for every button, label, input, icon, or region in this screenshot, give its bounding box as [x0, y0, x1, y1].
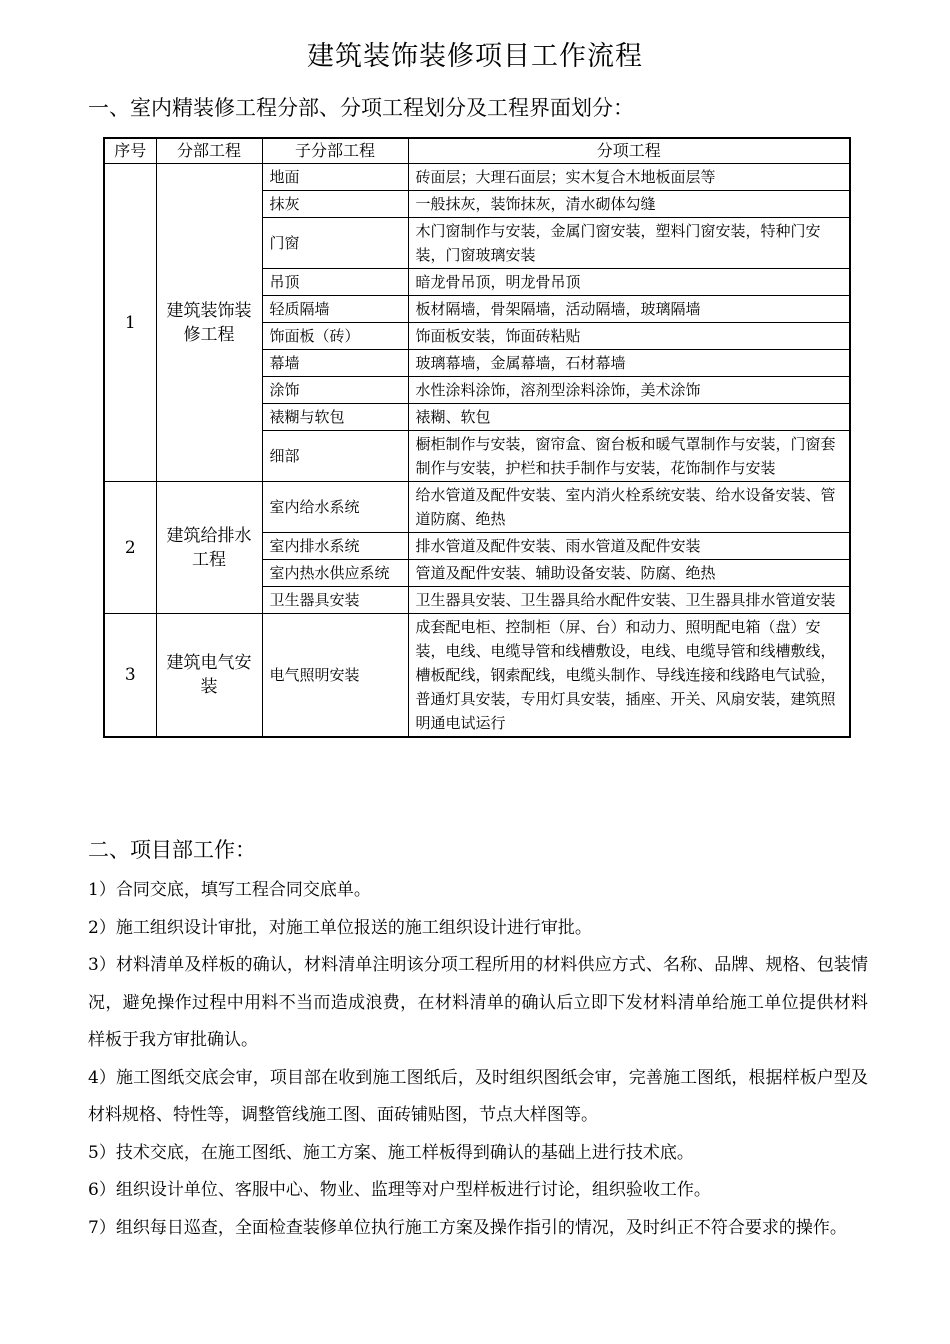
- list-item: 6）组织设计单位、客服中心、物业、监理等对户型样板进行讨论，组织验收工作。: [88, 1180, 711, 1200]
- list-item: 5）技术交底，在施工图纸、施工方案、施工样板得到确认的基础上进行技术底。: [88, 1142, 694, 1163]
- header-items: 分项工程: [408, 138, 850, 164]
- sub-division: 室内热水供应系统: [262, 560, 408, 587]
- item-list: 一般抹灰，装饰抹灰，清水砌体勾缝: [408, 191, 850, 218]
- item-list: 管道及配件安装、辅助设备安装、防腐、绝热: [408, 560, 850, 587]
- item-list: 给水管道及配件安装、室内消火栓系统安装、给水设备安装、管道防腐、绝热: [408, 482, 850, 533]
- work-item-list: [88, 872, 868, 1247]
- table-row: [104, 164, 850, 191]
- table-header-row: [104, 138, 850, 164]
- list-item: 7）组织每日巡查，全面检查装修单位执行施工方案及操作指引的情况，及时纠正不符合要求的操作。: [88, 1217, 847, 1238]
- section-1-heading: 一、室内精装修工程分部、分项工程划分及工程界面划分：: [88, 96, 634, 120]
- group-name: 建筑装饰装修工程: [156, 164, 262, 482]
- list-item: 1）合同交底，填写工程合同交底单。: [88, 880, 371, 900]
- header-division: 分部工程: [156, 138, 262, 164]
- item-list: 橱柜制作与安装，窗帘盒、窗台板和暖气罩制作与安装，门窗套制作与安装，护栏和扶手制作与安装，花饰制作与安装: [408, 431, 850, 482]
- list-item: 3）材料清单及样板的确认，材料清单注明该分项工程所用的材料供应方式、名称、品牌、规格、包装情况，避免操作过程中用料不当而造成浪费，在材料清单的确认后立即下发材料清单给施工单位提供材料样板于我方审批确认。: [88, 955, 868, 1050]
- sub-division: 裱糊与软包: [262, 404, 408, 431]
- item-list: 饰面板安装，饰面砖粘贴: [408, 323, 850, 350]
- item-list: 暗龙骨吊顶，明龙骨吊顶: [408, 269, 850, 296]
- item-list: 木门窗制作与安装，金属门窗安装，塑料门窗安装，特种门安装，门窗玻璃安装: [408, 218, 850, 269]
- sub-division: 幕墙: [262, 350, 408, 377]
- item-list: 砖面层；大理石面层；实木复合木地板面层等: [408, 164, 850, 191]
- item-list: 板材隔墙，骨架隔墙，活动隔墙，玻璃隔墙: [408, 296, 850, 323]
- item-list: 裱糊、软包: [408, 404, 850, 431]
- group-no: 2: [104, 482, 156, 614]
- item-list: 水性涂料涂饰，溶剂型涂料涂饰，美术涂饰: [408, 377, 850, 404]
- item-list: 排水管道及配件安装、雨水管道及配件安装: [408, 533, 850, 560]
- list-item: 2）施工组织设计审批，对施工单位报送的施工组织设计进行审批。: [88, 917, 592, 938]
- sub-division: 地面: [262, 164, 408, 191]
- table-row: [104, 614, 850, 738]
- division-table: [103, 137, 851, 738]
- section-2-heading: 二、项目部工作：: [88, 838, 256, 862]
- sub-division: 细部: [262, 431, 408, 482]
- item-list: 卫生器具安装、卫生器具给水配件安装、卫生器具排水管道安装: [408, 587, 850, 614]
- header-no: 序号: [104, 138, 156, 164]
- group-no: 3: [104, 614, 156, 738]
- group-no: 1: [104, 164, 156, 482]
- sub-division: 轻质隔墙: [262, 296, 408, 323]
- table-row: [104, 482, 850, 533]
- sub-division: 电气照明安装: [262, 614, 408, 738]
- document-title: 建筑装饰装修项目工作流程: [307, 41, 643, 72]
- list-item: 4）施工图纸交底会审，项目部在收到施工图纸后，及时组织图纸会审，完善施工图纸，根据样板户型及材料规格、特性等，调整管线施工图、面砖铺贴图，节点大样图等。: [88, 1067, 868, 1125]
- sub-division: 吊顶: [262, 269, 408, 296]
- item-list: 玻璃幕墙，金属幕墙，石材幕墙: [408, 350, 850, 377]
- group-name: 建筑电气安装: [156, 614, 262, 738]
- sub-division: 卫生器具安装: [262, 587, 408, 614]
- sub-division: 涂饰: [262, 377, 408, 404]
- sub-division: 门窗: [262, 218, 408, 269]
- sub-division: 抹灰: [262, 191, 408, 218]
- header-sub-division: 子分部工程: [262, 138, 408, 164]
- sub-division: 室内排水系统: [262, 533, 408, 560]
- sub-division: 室内给水系统: [262, 482, 408, 533]
- sub-division: 饰面板（砖）: [262, 323, 408, 350]
- item-list: 成套配电柜、控制柜（屏、台）和动力、照明配电箱（盘）安装，电线、电缆导管和线槽敷设，电线、电缆导管和线槽敷线，槽板配线，钢索配线，电缆头制作、导线连接和线路电气试验，普通灯具安装，专用灯具安装，插座、开关、风扇安装，建筑照明通电试运行: [408, 614, 850, 738]
- group-name: 建筑给排水工程: [156, 482, 262, 614]
